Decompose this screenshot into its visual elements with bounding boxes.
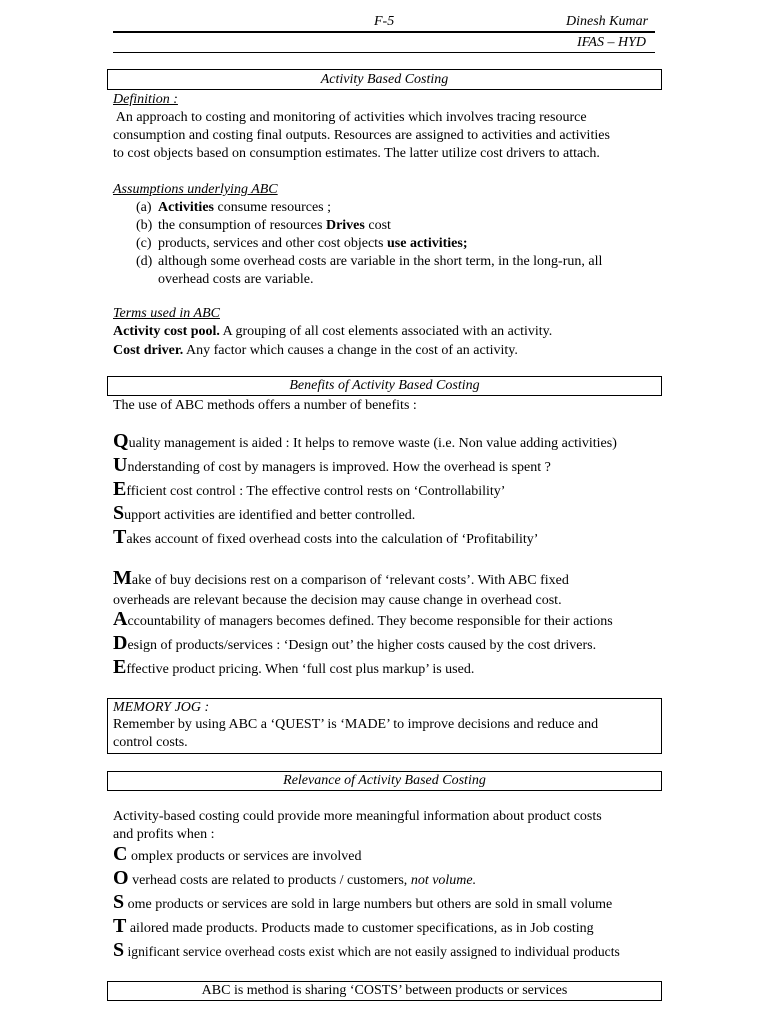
term-activity-cost-pool: Activity cost pool. A grouping of all cost elements associated with an activity.: [113, 324, 553, 339]
author-name: Dinesh Kumar: [566, 14, 649, 29]
costs-item-o: O verhead costs are related to products / customers, not volume.: [113, 867, 477, 889]
list-item: (a) Activities consume resources ;: [136, 200, 332, 215]
assumptions-list: [136, 199, 656, 289]
memory-jog-box: [107, 698, 662, 754]
list-item: (b) the consumption of resources Drives cost: [136, 218, 391, 233]
memory-jog-line-2: control costs.: [113, 735, 188, 750]
assumptions-heading: Assumptions underlying ABC: [113, 182, 278, 197]
terms-heading: Terms used in ABC: [113, 306, 220, 321]
header-rule-lower: [113, 52, 655, 53]
made-item-d: Design of products/services : ‘Design out’ the higher costs caused by the cost drivers.: [113, 632, 597, 654]
quest-item-s: Support activities are identified and better controlled.: [113, 502, 416, 524]
list-item: (d) although some overhead costs are variable in the short term, in the long-run, all overhead costs are variable.: [136, 254, 603, 287]
costs-summary-box: ABC is method is sharing ‘COSTS’ between products or services: [107, 981, 662, 1001]
costs-item-s2: S ignificant service overhead costs exist which are not easily assigned to individual products: [113, 939, 620, 961]
definition-line-1: An approach to costing and monitoring of activities which involves tracing resource: [113, 110, 587, 125]
made-item-m-continued: overheads are relevant because the decision may cause change in overhead cost.: [113, 593, 562, 608]
page-reference: F-5: [374, 14, 395, 29]
relevance-intro-2: and profits when :: [113, 827, 215, 842]
costs-item-c: C omplex products or services are involved: [113, 843, 362, 865]
definition-line-3: to cost objects based on consumption estimates. The latter utilize cost drivers to attach.: [113, 146, 600, 161]
section-title-abc: Activity Based Costing: [107, 69, 662, 90]
benefits-intro: The use of ABC methods offers a number of benefits :: [113, 398, 417, 413]
made-item-e: Effective product pricing. When ‘full cost plus markup’ is used.: [113, 656, 475, 678]
made-item-m: Make of buy decisions rest on a comparison of ‘relevant costs’. With ABC fixed: [113, 567, 569, 589]
memory-jog-line-1: Remember by using ABC a ‘QUEST’ is ‘MADE’ to improve decisions and reduce and: [113, 717, 599, 732]
costs-item-s: S ome products or services are sold in large numbers but others are sold in small volume: [113, 891, 613, 913]
term-cost-driver: Cost driver. Any factor which causes a change in the cost of an activity.: [113, 343, 518, 358]
definition-line-2: consumption and costing final outputs. Resources are assigned to activities and activities: [113, 128, 610, 143]
quest-item-q: Quality management is aided : It helps to remove waste (i.e. Non value adding activities): [113, 430, 617, 452]
quest-item-e: Efficient cost control : The effective control rests on ‘Controllability’: [113, 478, 506, 500]
header-rule: [113, 31, 655, 33]
definition-heading: Definition :: [113, 92, 178, 107]
organization: IFAS – HYD: [577, 35, 646, 50]
section-title-relevance: Relevance of Activity Based Costing: [107, 771, 662, 791]
costs-item-t: T ailored made products. Products made to customer specifications, as in Job costing: [113, 915, 594, 937]
quest-item-t: Takes account of fixed overhead costs into the calculation of ‘Profitability’: [113, 526, 539, 548]
quest-item-u: Understanding of cost by managers is improved. How the overhead is spent ?: [113, 454, 551, 476]
made-item-a: Accountability of managers becomes defined. They become responsible for their actions: [113, 608, 613, 630]
relevance-intro-1: Activity-based costing could provide more meaningful information about product costs: [113, 809, 602, 824]
memory-jog-heading: MEMORY JOG :: [113, 700, 210, 715]
section-title-benefits: Benefits of Activity Based Costing: [107, 376, 662, 396]
list-item: (c) products, services and other cost objects use activities;: [136, 236, 468, 251]
